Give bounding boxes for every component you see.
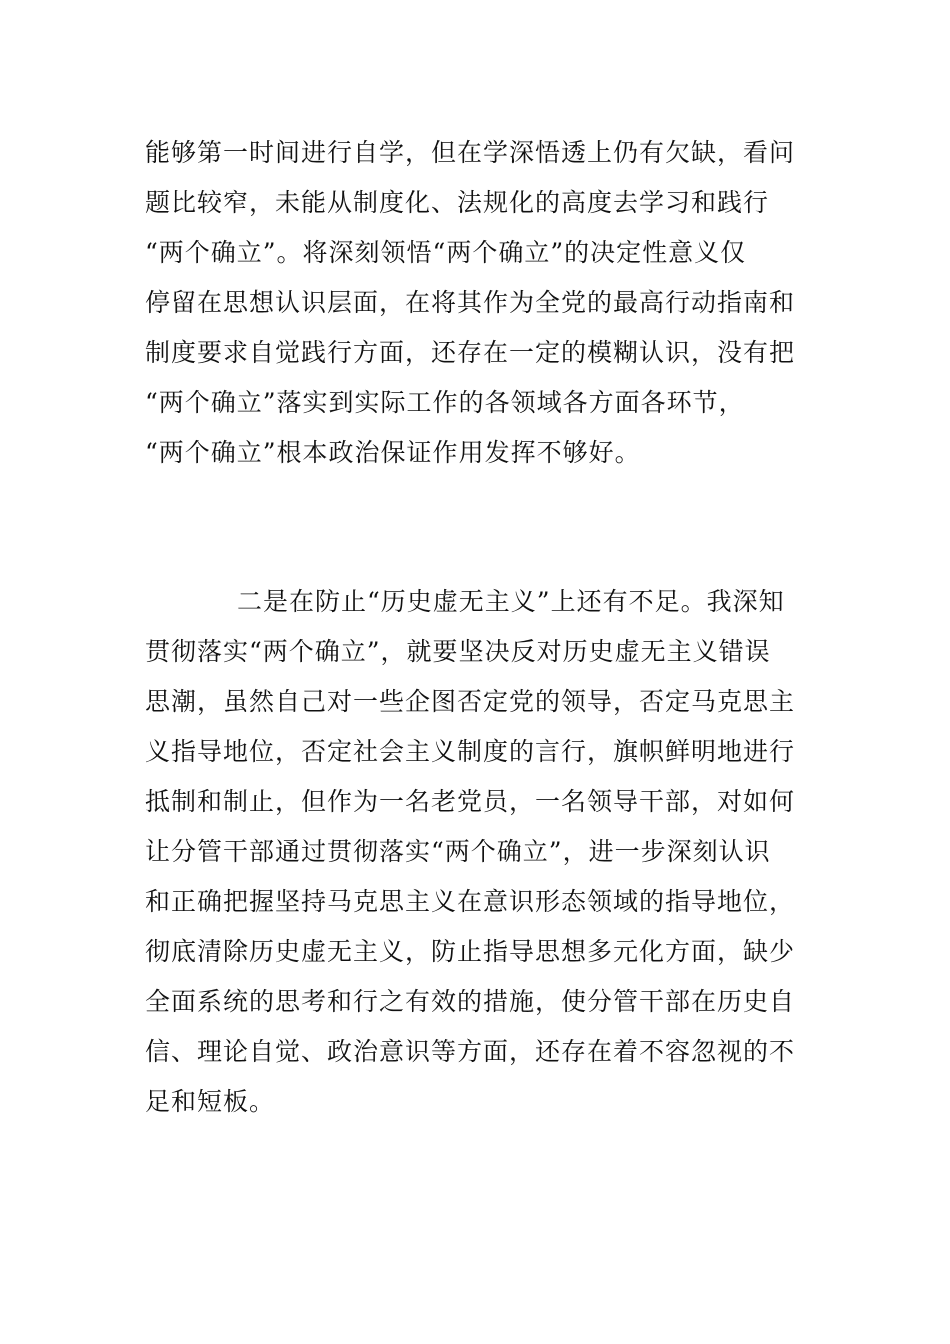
paragraph-line: 信、理论自觉、政治意识等方面，还存在着不容忽视的不 xyxy=(145,1037,796,1066)
paragraph-line: 抵制和制止，但作为一名老党员，一名领导干部，对如何 xyxy=(145,787,796,816)
paragraph-line: “两个确立”落实到实际工作的各领域各方面各环节， xyxy=(145,388,745,417)
paragraph-line: 让分管干部通过贯彻落实“两个确立”，进一步深刻认识 xyxy=(145,837,771,866)
paragraph-line: 题比较窄，未能从制度化、法规化的高度去学习和践行 xyxy=(145,188,770,217)
paragraph-line: 和正确把握坚持马克思主义在意识形态领域的指导地位， xyxy=(145,887,796,916)
paragraph-line: 全面系统的思考和行之有效的措施，使分管干部在历史自 xyxy=(145,987,796,1016)
paragraph-line: “两个确立”。将深刻领悟“两个确立”的决定性意义仅 xyxy=(145,238,747,267)
paragraph-line: 制度要求自觉践行方面，还存在一定的模糊认识，没有把 xyxy=(145,338,796,367)
paragraph-line: 彻底清除历史虚无主义，防止指导思想多元化方面，缺少 xyxy=(145,937,796,966)
paragraph-line: 足和短板。 xyxy=(145,1087,276,1116)
paragraph-line: 思潮，虽然自己对一些企图否定党的领导，否定马克思主 xyxy=(145,687,796,716)
paragraph-line: 义指导地位，否定社会主义制度的言行，旗帜鲜明地进行 xyxy=(145,737,796,766)
paragraph-line: 能够第一时间进行自学，但在学深悟透上仍有欠缺，看问 xyxy=(145,138,796,167)
paragraph-line: “两个确立”根本政治保证作用发挥不够好。 xyxy=(145,438,641,467)
paragraph-line: 停留在思想认识层面，在将其作为全党的最高行动指南和 xyxy=(145,288,796,317)
paragraph-line: 二是在防止“历史虚无主义”上还有不足。我深知 xyxy=(237,587,785,616)
paragraph-line: 贯彻落实“两个确立”，就要坚决反对历史虚无主义错误 xyxy=(145,637,771,666)
